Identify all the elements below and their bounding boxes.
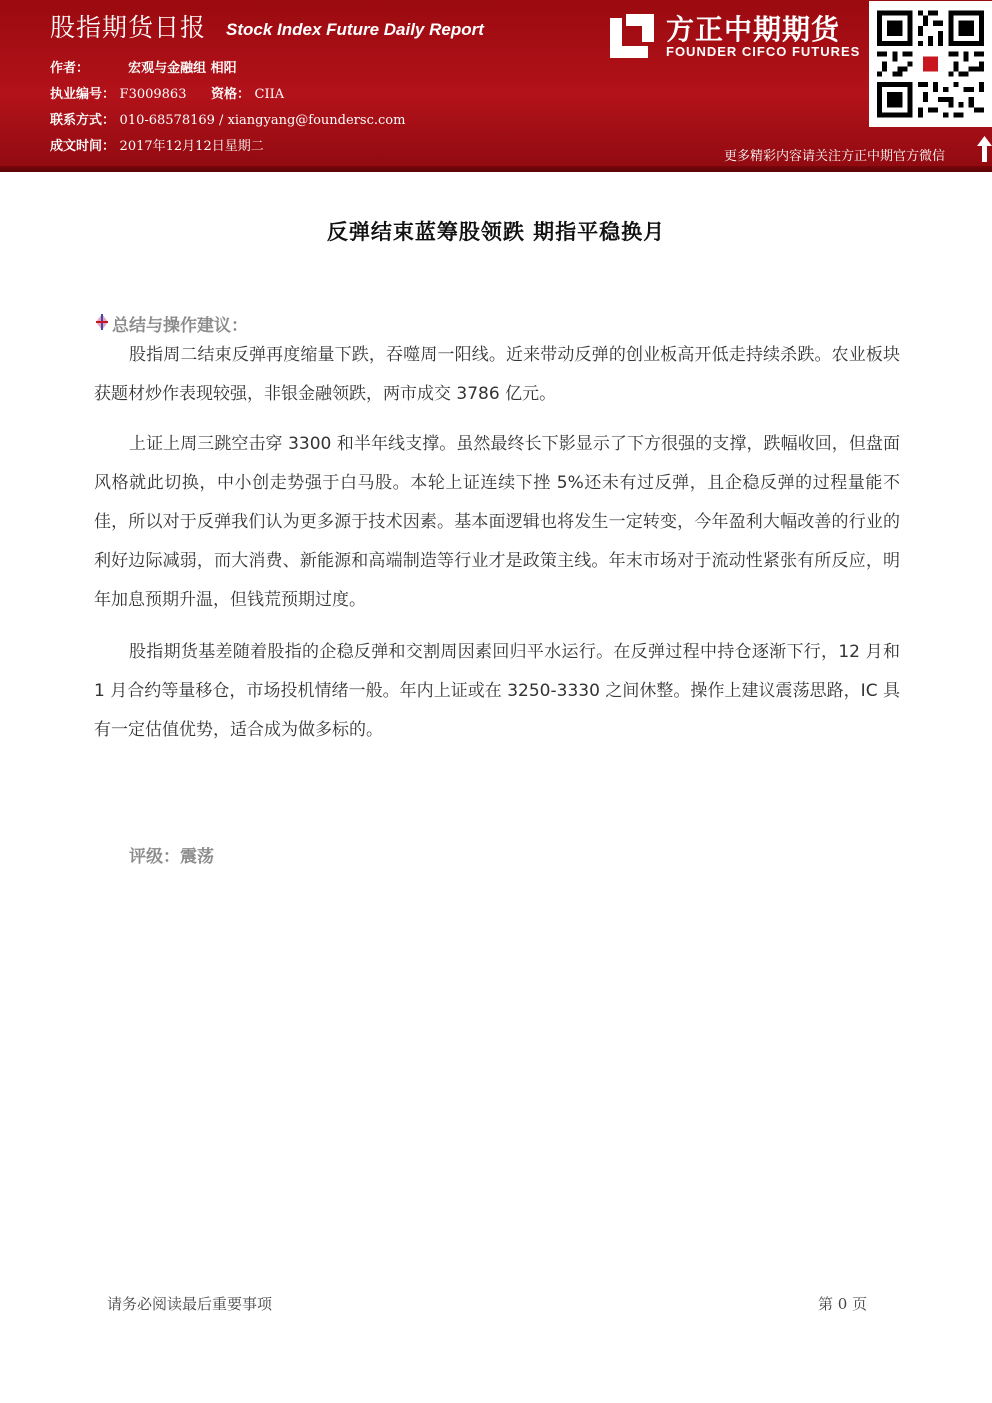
section-label: 总结与操作建议： — [112, 316, 248, 336]
contact-value: 010-68578169 / xiangyang@foundersc.com — [119, 113, 406, 128]
founder-cifco-logo — [608, 8, 863, 66]
author-label: 作者： — [50, 61, 90, 76]
author-value: 宏观与金融组 相阳 — [128, 61, 237, 76]
license-row — [50, 83, 284, 102]
document-title: 反弹结束蓝筹股领跌 期指平稳换月 — [326, 220, 666, 244]
report-header — [0, 0, 992, 172]
logo-text-cn: 方正中期期货 — [666, 13, 841, 46]
founder-logo-icon — [608, 12, 656, 60]
date-value: 2017年12月12日星期二 — [119, 139, 264, 154]
contact-row — [50, 109, 405, 128]
qr-code-icon — [877, 9, 984, 119]
diamond-bullet-icon — [94, 313, 110, 331]
report-title-en: Stock Index Future Daily Report — [226, 20, 484, 39]
rating: 评级：震荡 — [129, 847, 214, 867]
contact-label: 联系方式： — [50, 113, 116, 128]
arrow-up-icon — [977, 136, 992, 162]
paragraph-2: 上证上周三跳空击穿 3300 和半年线支撑。虽然最终长下影显示了下方很强的支撑，跌幅收回，但盘面风格就此切换，中小创走势强于白马股。本轮上证连续下挫 5%还未有过反弹，且企稳反弹的过程量能不佳，所以对于反弹我们认为更多源于技术因素。基本面逻辑也将发生一定转变，今年盈利大幅改善的行业的利好边际减弱，而大消费、新能源和高端制造等行业才是政策主线。年末市场对于流动性紧张有所反应，明年加息预期升温，但钱荒预期过度。 — [94, 434, 900, 610]
follow-wechat-text: 更多精彩内容请关注方正中期官方微信 — [724, 149, 946, 164]
date-row — [50, 135, 264, 154]
license-label: 执业编号： — [50, 87, 116, 102]
logo-text-en: FOUNDER CIFCO FUTURES — [666, 44, 861, 59]
wechat-qr-code — [869, 1, 992, 127]
paragraph-3: 股指期货基差随着股指的企稳反弹和交割周因素回归平水运行。在反弹过程中持仓逐渐下行，12 月和 1 月合约等量移仓，市场投机情绪一般。年内上证或在 3250-3330 之间休整。操作上建议震荡思路，IC 具有一定估值优势，适合成为做多标的。 — [94, 642, 900, 740]
paragraph-1: 股指周二结束反弹再度缩量下跌，吞噬周一阳线。近来带动反弹的创业板高开低走持续杀跌。农业板块获题材炒作表现较强，非银金融领跌，两市成交 3786 亿元。 — [94, 345, 900, 404]
page-number: 第 0 页 — [818, 1295, 868, 1313]
footer-notice: 请务必阅读最后重要事项 — [107, 1295, 273, 1313]
qualification-label: 资格： — [211, 87, 251, 102]
license-value: F3009863 — [119, 87, 187, 102]
header-divider — [0, 166, 992, 172]
qualification-value: CIIA — [254, 87, 285, 102]
report-title-cn: 股指期货日报 — [50, 13, 207, 42]
author-row — [50, 57, 237, 76]
date-label: 成文时间： — [50, 139, 116, 154]
